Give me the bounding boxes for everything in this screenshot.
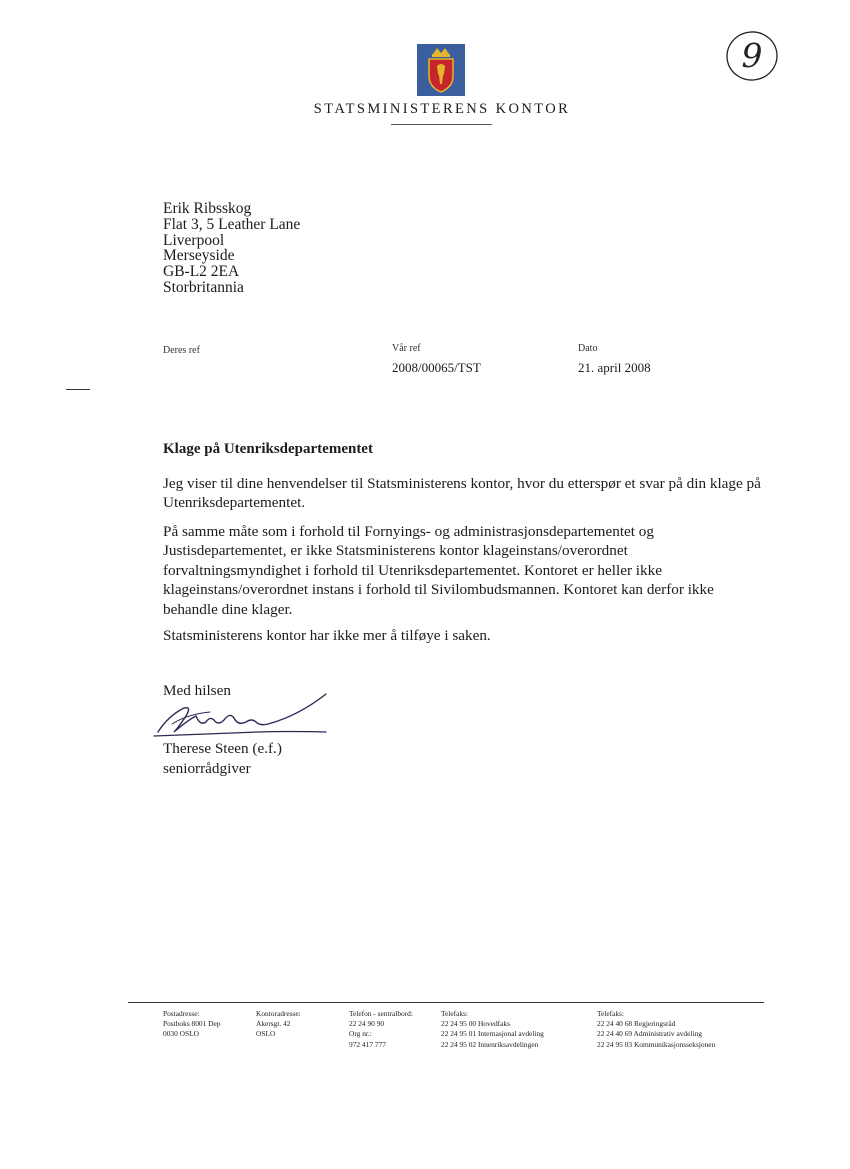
recipient-city: Liverpool: [163, 231, 225, 249]
handwritten-signature: [148, 686, 338, 742]
footer-text: 22 24 95 03 Kommunikasjonsseksjonen: [597, 1039, 716, 1049]
footer-text: 22 24 95 00 Hovedfaks: [441, 1019, 510, 1029]
recipient-address: [163, 201, 300, 296]
date-label: Dato: [578, 343, 598, 354]
footer-text: Org nr.:: [349, 1029, 372, 1039]
footer-office-address: [256, 1009, 301, 1040]
footer-fax-1: [441, 1009, 544, 1050]
deres-ref-label: Deres ref: [163, 345, 200, 356]
date-value: 21. april 2008: [578, 360, 651, 375]
var-ref-value: 2008/00065/TST: [392, 360, 481, 375]
body-paragraph-3: Statsministerens kontor har ikke mer å tilføye i saken.: [163, 627, 491, 644]
footer-divider: [128, 1002, 764, 1003]
footer-text: 22 24 40 68 Regjeringsråd: [597, 1019, 676, 1029]
footer-text: 22 24 95 01 Internasjonal avdeling: [441, 1029, 544, 1039]
letter-subject: Klage på Utenriksdepartementet: [163, 441, 373, 457]
page-number-mark: [722, 26, 782, 86]
var-ref-label: Vår ref: [392, 343, 421, 354]
footer-text: 22 24 95 02 Innenriksavdelingen: [441, 1039, 539, 1049]
closing-salutation: Med hilsen: [163, 682, 231, 699]
footer-text: 972 417 777: [349, 1039, 386, 1049]
footer-text: OSLO: [256, 1029, 276, 1039]
fold-mark: [66, 389, 90, 390]
footer-text: Telefaks:: [597, 1009, 624, 1018]
footer-fax-2: [597, 1009, 715, 1050]
recipient-street: Flat 3, 5 Leather Lane: [163, 215, 301, 233]
footer-text: Kontoradresse:: [256, 1009, 301, 1018]
recipient-name: Erik Ribsskog: [163, 200, 252, 217]
footer-phone: [349, 1009, 413, 1050]
footer-text: Telefon - sentralbord:: [349, 1009, 413, 1018]
organization-name: STATSMINISTERENS KONTOR: [313, 101, 571, 117]
footer-text: 22 24 40 69 Administrativ avdeling: [597, 1029, 702, 1039]
recipient-county: Merseyside: [163, 247, 235, 265]
signer-title: seniorrådgiver: [163, 760, 251, 777]
footer-text: 0030 OSLO: [163, 1029, 199, 1039]
body-paragraph-1: Jeg viser til dine henvendelser til Statsministerens kontor, hvor du etterspør et svar på din klage på Utenriksdepartementet.: [163, 475, 761, 512]
footer-text: 22 24 90 90: [349, 1019, 385, 1029]
header-divider: [391, 124, 492, 125]
recipient-country: Storbritannia: [163, 278, 244, 296]
recipient-postcode: GB-L2 2EA: [163, 263, 240, 281]
footer-text: Postadresse:: [163, 1009, 200, 1018]
footer-text: Telefaks:: [441, 1009, 468, 1018]
coat-of-arms-icon: [417, 44, 465, 96]
footer-text: Akersgt. 42: [256, 1019, 291, 1029]
body-paragraph-2: På samme måte som i forhold til Fornyings- og administrasjonsdepartementet og Justisdepartementet, er ikke Statsministerens kontor klageinstans/overordnet forvaltningsmyndighet i forhold til Utenriksdepartementet. Kontoret er heller ikke klageinstans/overordnet instans i forhold til Sivilombudsmannen. Kontoret kan derfor ikke behandle dine klager.: [163, 523, 714, 618]
footer-text: Postboks 8001 Dep: [163, 1019, 221, 1029]
signer-name: Therese Steen (e.f.): [163, 740, 282, 757]
page-number: 9: [741, 36, 763, 75]
footer-postal-address: [163, 1009, 221, 1040]
